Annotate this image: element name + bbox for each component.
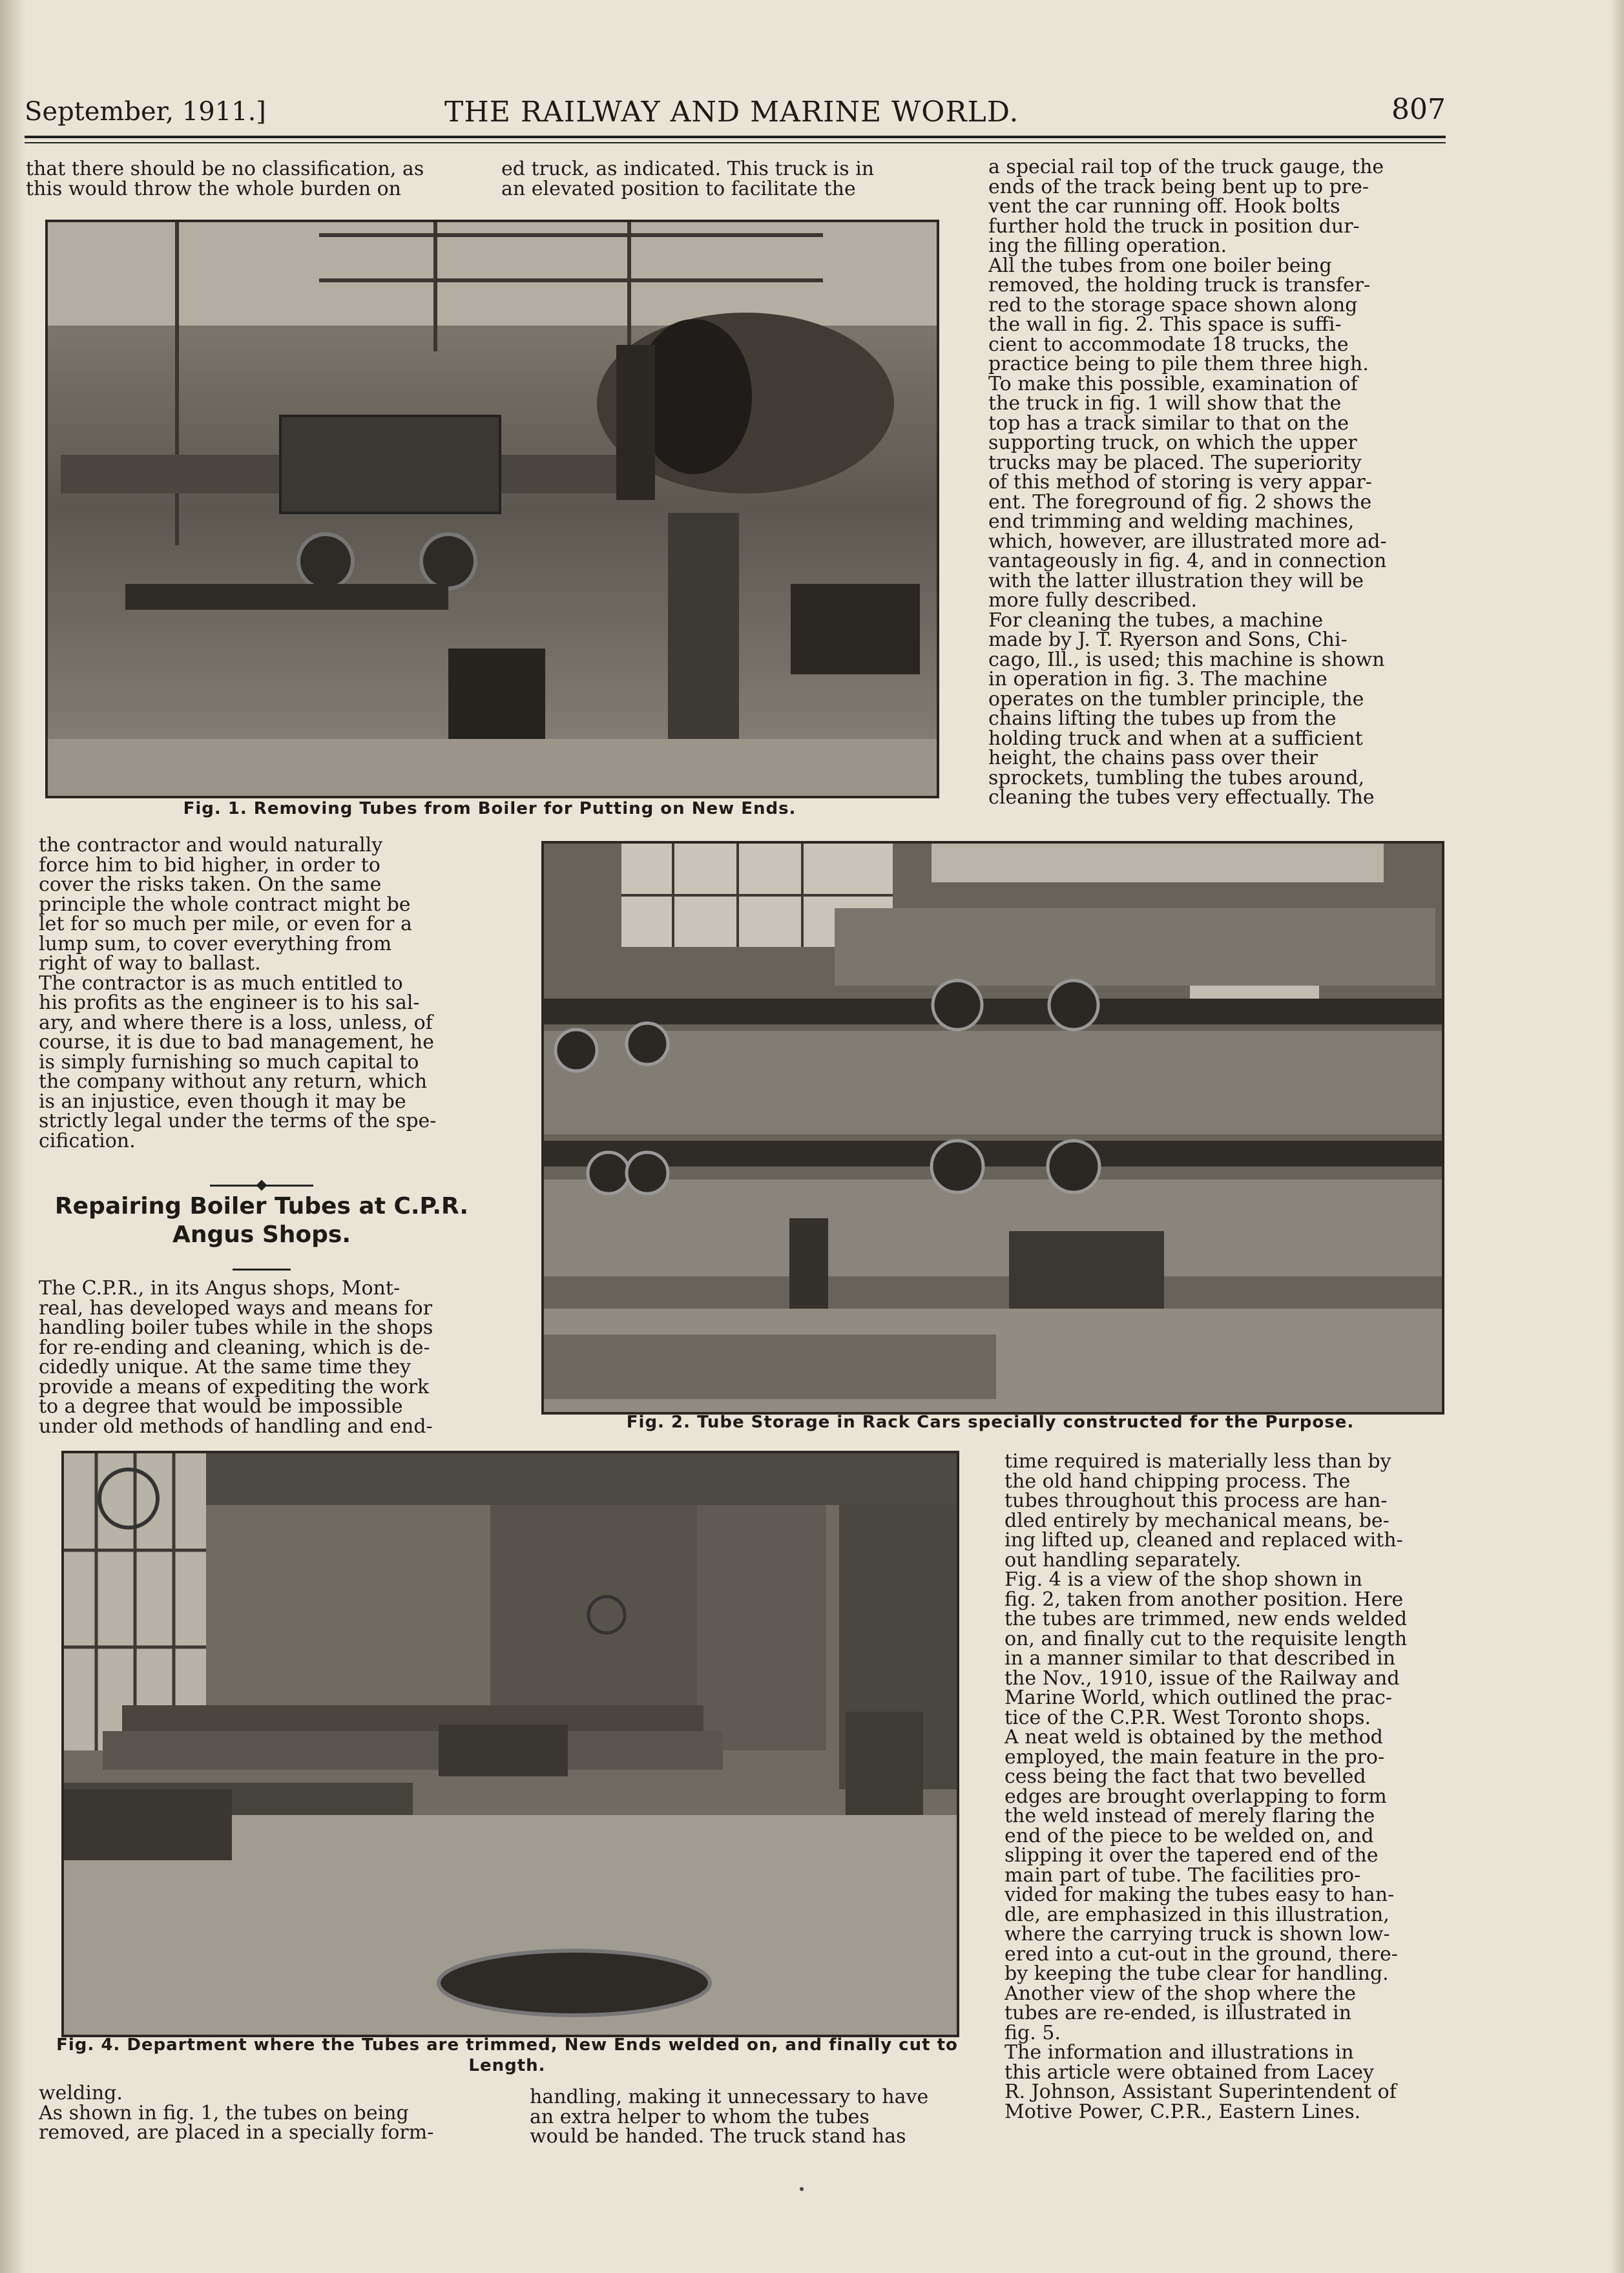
article-heading: Repairing Boiler Tubes at C.P.R. Angus Shops.	[54, 1193, 469, 1248]
issue-date: September, 1911.]	[25, 97, 266, 127]
column-2-top-text: ed truck, as indicated. This truck is in an elevated position to facilitate the	[501, 158, 875, 200]
section-ornament-dot	[256, 1180, 267, 1191]
figure-4-photo	[61, 1451, 959, 2037]
journal-title: THE RAILWAY AND MARINE WORLD.	[444, 96, 1019, 129]
page-mark	[800, 2187, 804, 2191]
header-rule	[25, 136, 1446, 143]
column-1-article-text: The C.P.R., in its Angus shops, Mont- real, has developed ways and means for handling boiler tubes while in the shops for re-ending and cleaning, which is de- cidedly unique. At the same time they provide a means of expediting the work to a degree that would be impossible under old methods of handling and end-	[39, 1277, 433, 1438]
column-3-top-text: a special rail top of the truck gauge, the ends of the track being bent up to pre- vent the car running off. Hook bolts further hold the truck in position dur- ing the filling operation. All the tubes from one boiler being removed, the holding truck is transfer- red to the storage space shown along the wall in fig. 2. This space is suffi- cient to accommodate 18 trucks, the practice being to pile them three high. To make this possible, examination of the truck in fig. 1 will show that the top has a track similar to that on the supporting truck, on which the upper trucks may be placed. The superiority of this method of storing is very appar- ent. The foreground of fig. 2 shows the end trimming and welding machines, which, however, are illustrated more ad- vantageously in fig. 4, and in connection with the latter illustration they will be more fully described. For cleaning the tubes, a machine made by J. T. Ryerson and Sons, Chi- cago, Ill., is used; this machine is shown in operation in fig. 3. The machine operates on the tumbler principle, the chains lifting the tubes up from the holding truck and when at a sufficient height, the chains pass over their sprockets, tumbling the tubes around, cleaning the tubes very effectually. The	[988, 156, 1387, 809]
running-header	[25, 90, 1446, 136]
page-gutter-shadow	[0, 0, 26, 2273]
figure-2-caption: Fig. 2. Tube Storage in Rack Cars specially constructed for the Purpose.	[626, 1413, 1355, 1432]
heading-rule	[233, 1269, 291, 1271]
figure-1-caption: Fig. 1. Removing Tubes from Boiler for Putting on New Ends.	[183, 799, 796, 818]
figure-4-caption: Fig. 4. Department where the Tubes are trimmed, New Ends welded on, and finally cut to Length.	[56, 2035, 958, 2075]
column-2-bottom-text: handling, making it unnecessary to have an extra helper to whom the tubes would be handed. The truck stand has	[530, 2086, 929, 2148]
page-edge-shadow	[1610, 0, 1624, 2273]
page-number: 807	[1391, 93, 1446, 126]
column-1-middle-text: the contractor and would naturally force him to bid higher, in order to cover the risks taken. On the same principle the whole contract might be let for so much per mile, or even for a lump sum, to cover everything from right of way to ballast. The contractor is as much entitled to his profits as the engineer is to his sal- ary, and where there is a loss, unless, of course, it is due to bad management, he is simply furnishing so much capital to the company without any return, which is an injustice, even though it may be strictly legal under the terms of the spe- cification.	[39, 834, 437, 1152]
column-3-lower-text: time required is materially less than by the old hand chipping process. The tubes throughout this process are han- dled entirely by mechanical means, be- ing lifted up, cleaned and replaced with- out handling separately. Fig. 4 is a view of the shop shown in fig. 2, taken from another position. Here the tubes are trimmed, new ends welded on, and finally cut to the requisite length in a manner similar to that described in the Nov., 1910, issue of the Railway and Marine World, which outlined the prac- tice of the C.P.R. West Toronto shops. A neat weld is obtained by the method employed, the main feature in the pro- cess being the fact that two bevelled edges are brought overlapping to form the weld instead of merely flaring the end of the piece to be welded on, and slipping it over the tapered end of the main part of tube. The facilities pro- vided for making the tubes easy to han- dle, are emphasized in this illustration, where the carrying truck is shown low- ered into a cut-out in the ground, there- by keeping the tube clear for handling. Another view of the shop where the tubes are re-ended, is illustrated in fig. 5. The information and illustrations in this article were obtained from Lacey R. Johnson, Assistant Superintendent of Motive Power, C.P.R., Eastern Lines.	[1005, 1450, 1408, 2123]
figure-2-photo	[541, 841, 1444, 1415]
column-1-bottom-text: welding. As shown in fig. 1, the tubes on being removed, are placed in a specially form-	[39, 2082, 434, 2144]
column-1-top-text: that there should be no classification, as this would throw the whole burden on	[26, 158, 424, 200]
figure-1-photo	[45, 220, 939, 798]
